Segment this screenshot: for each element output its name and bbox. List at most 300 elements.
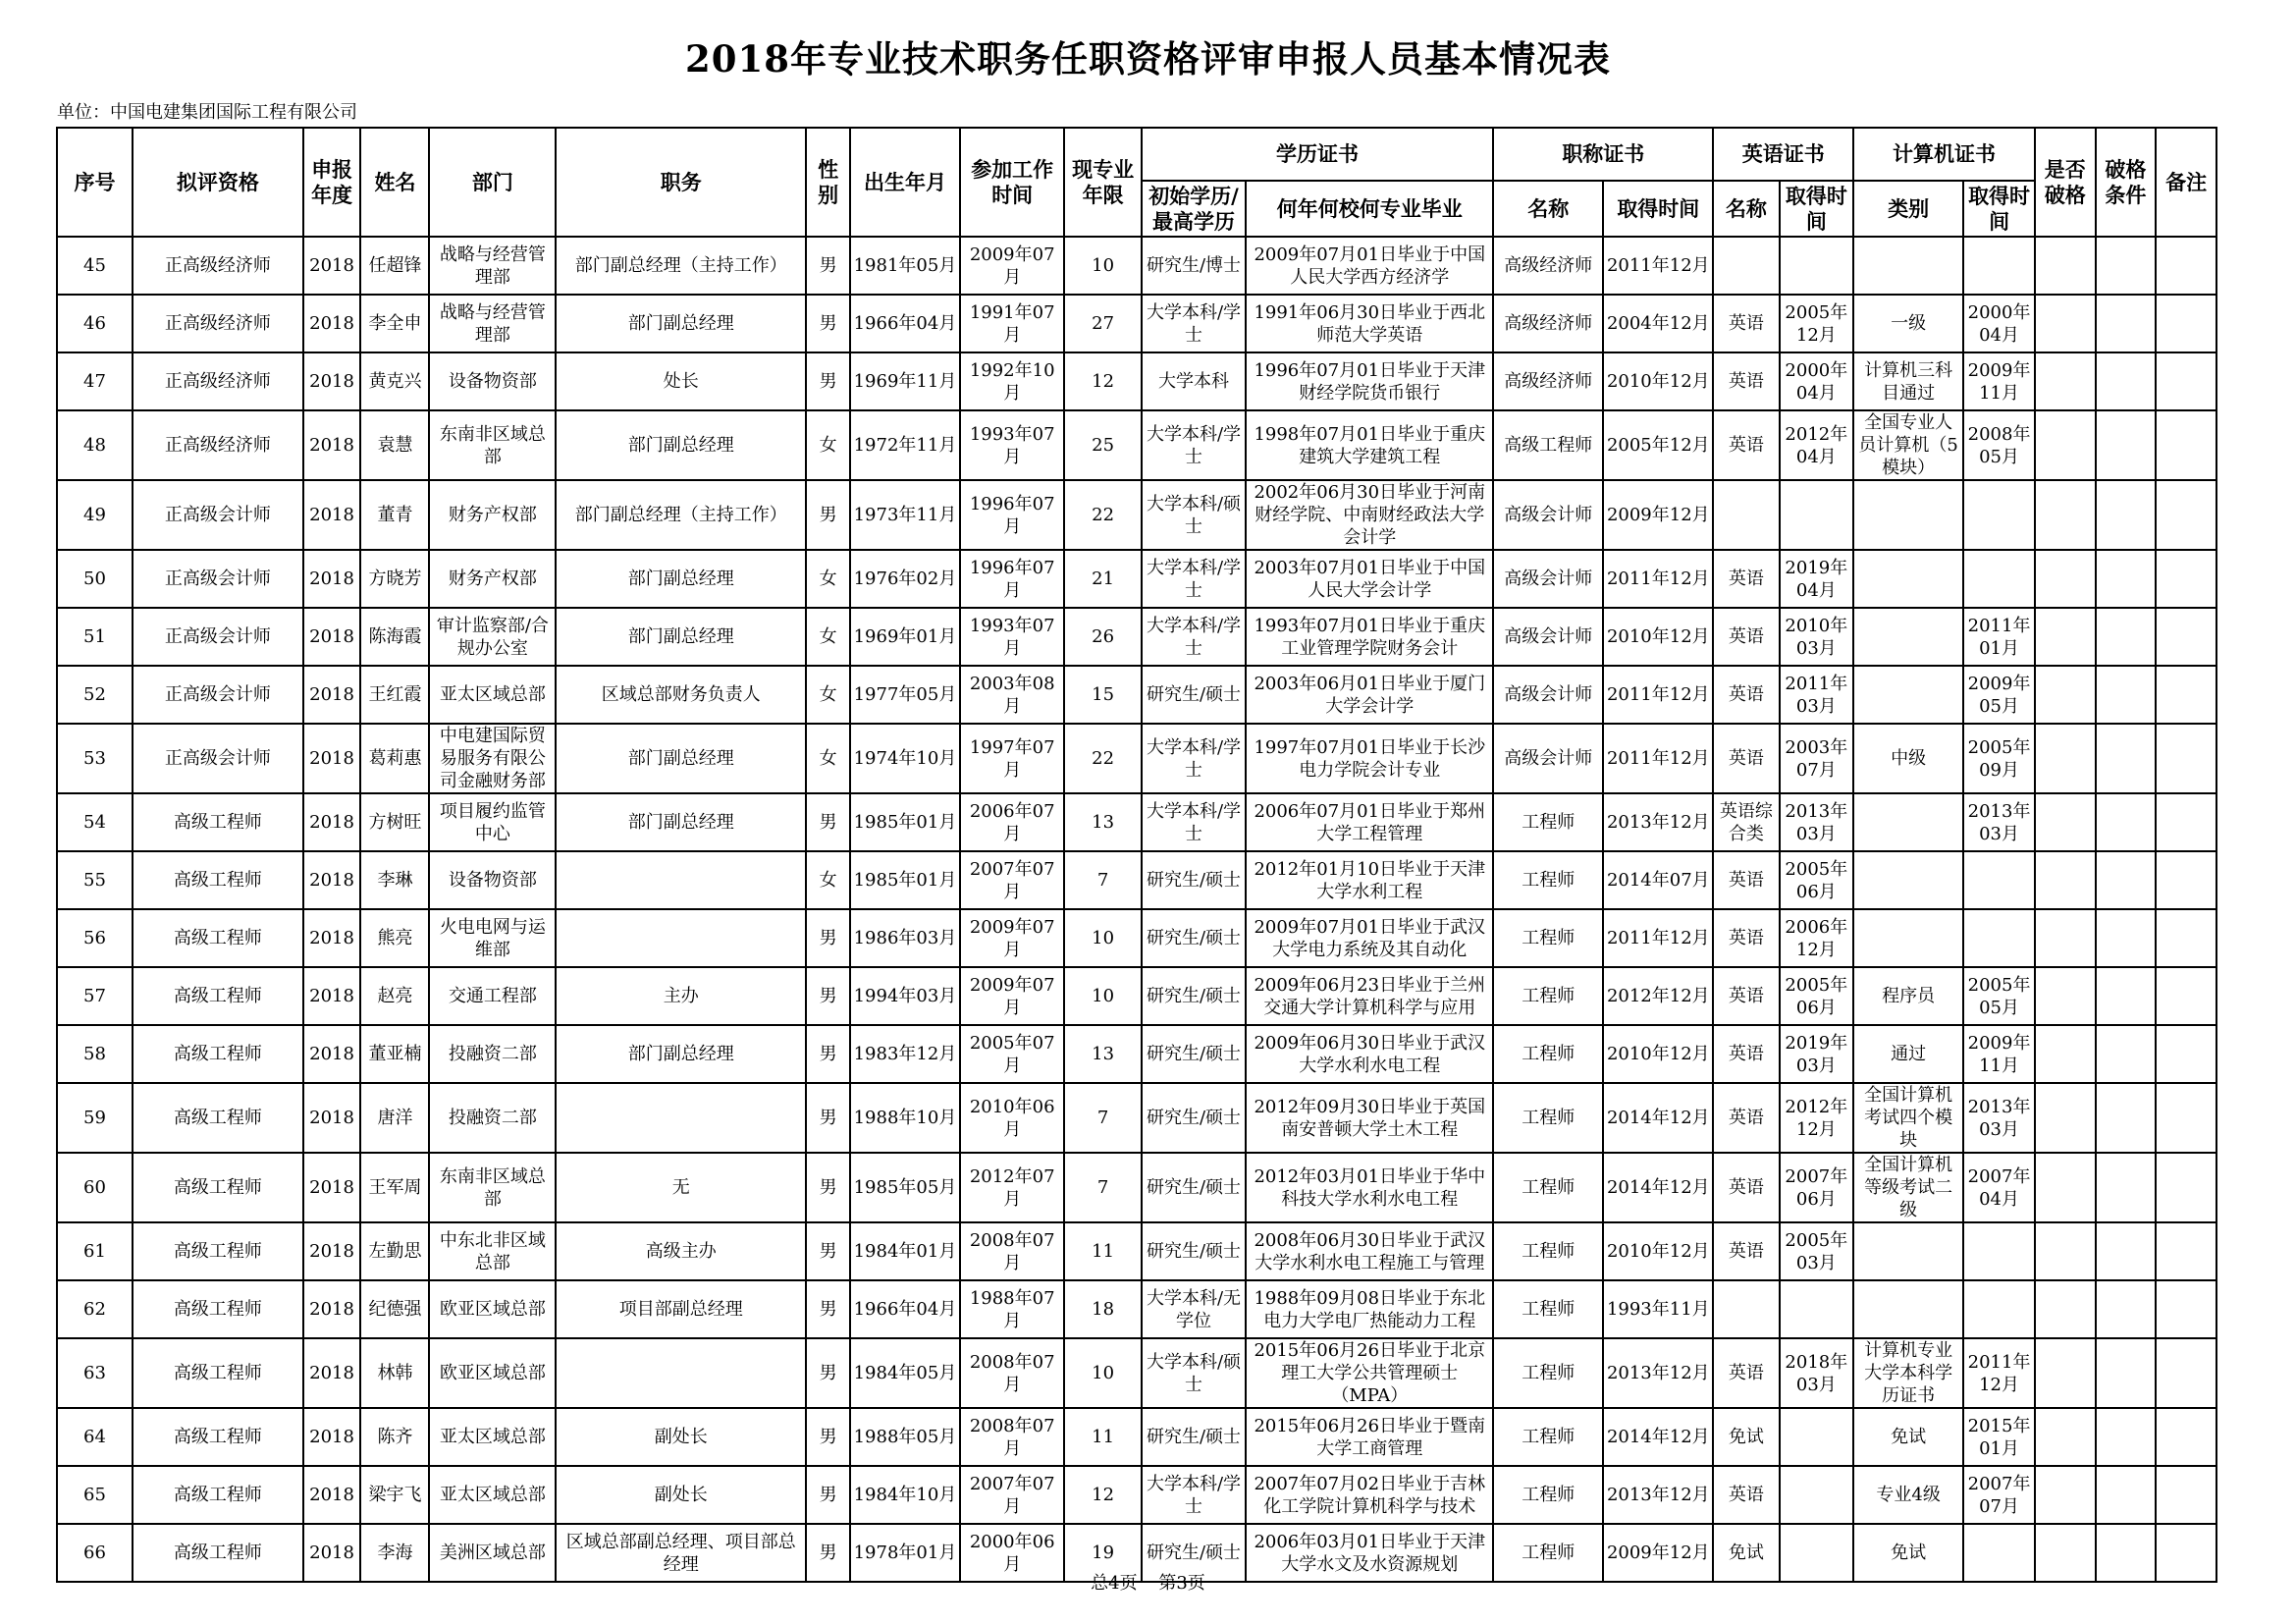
cell-remark (2156, 608, 2216, 666)
cell-exceptional (2035, 410, 2096, 480)
cell-education-level: 研究生/硕士 (1142, 1524, 1246, 1582)
cell-computer-time: 2011年01月 (1963, 608, 2035, 666)
cell-department: 战略与经营管理部 (429, 237, 556, 295)
cell-position: 部门副总经理 (556, 793, 806, 851)
header-computer-group: 计算机证书 (1853, 128, 2035, 181)
cell-qualification: 高级工程师 (133, 1083, 303, 1153)
cell-computer-time (1963, 1222, 2035, 1280)
cell-position: 部门副总经理 (556, 1025, 806, 1083)
cell-year: 2018 (303, 550, 361, 608)
cell-english-name: 英语 (1713, 1025, 1779, 1083)
cell-education-level: 大学本科/硕士 (1142, 480, 1246, 550)
cell-seq: 54 (57, 793, 133, 851)
cell-title-time: 2009年12月 (1603, 1524, 1713, 1582)
cell-work-start: 2006年07月 (960, 793, 1064, 851)
cell-birth: 1973年11月 (850, 480, 960, 550)
cell-education-level: 大学本科/学士 (1142, 410, 1246, 480)
cell-computer-type (1853, 1280, 1963, 1338)
cell-exceptional-condition (2096, 666, 2157, 724)
cell-year: 2018 (303, 237, 361, 295)
cell-education-detail: 2006年07月01日毕业于郑州大学工程管理 (1246, 793, 1493, 851)
cell-birth: 1988年10月 (850, 1083, 960, 1153)
cell-exceptional (2035, 666, 2096, 724)
cell-education-level: 研究生/硕士 (1142, 909, 1246, 967)
page-footer (0, 1569, 2296, 1595)
cell-computer-type (1853, 851, 1963, 909)
cell-qualification: 高级工程师 (133, 1524, 303, 1582)
cell-years: 21 (1064, 550, 1141, 608)
cell-education-detail: 2015年06月26日毕业于暨南大学工商管理 (1246, 1408, 1493, 1466)
cell-title-time: 2010年12月 (1603, 1222, 1713, 1280)
cell-computer-time (1963, 909, 2035, 967)
cell-remark (2156, 237, 2216, 295)
cell-computer-time (1963, 480, 2035, 550)
cell-seq: 66 (57, 1524, 133, 1582)
cell-exceptional (2035, 909, 2096, 967)
unit-label: 单位：中国电建集团国际工程有限公司 (57, 102, 357, 123)
cell-exceptional-condition (2096, 352, 2157, 410)
cell-years: 7 (1064, 851, 1141, 909)
cell-exceptional-condition (2096, 1153, 2157, 1222)
cell-seq: 49 (57, 480, 133, 550)
cell-remark (2156, 1083, 2216, 1153)
cell-computer-time: 2007年07月 (1963, 1466, 2035, 1524)
cell-work-start: 1997年07月 (960, 724, 1064, 793)
cell-education-level: 大学本科/学士 (1142, 793, 1246, 851)
cell-work-start: 1996年07月 (960, 550, 1064, 608)
cell-birth: 1985年01月 (850, 851, 960, 909)
header-exceptional-condition: 破格条件 (2096, 128, 2157, 237)
cell-education-detail: 2012年03月01日毕业于华中科技大学水利水电工程 (1246, 1153, 1493, 1222)
cell-title-name: 工程师 (1493, 851, 1603, 909)
cell-title-name: 工程师 (1493, 967, 1603, 1025)
cell-birth: 1972年11月 (850, 410, 960, 480)
cell-name: 方树旺 (360, 793, 429, 851)
cell-seq: 62 (57, 1280, 133, 1338)
cell-work-start: 2007年07月 (960, 851, 1064, 909)
cell-education-level: 研究生/硕士 (1142, 1408, 1246, 1466)
cell-name: 董亚楠 (360, 1025, 429, 1083)
cell-name: 林韩 (360, 1338, 429, 1408)
cell-seq: 52 (57, 666, 133, 724)
cell-work-start: 2007年07月 (960, 1466, 1064, 1524)
cell-remark (2156, 1153, 2216, 1222)
cell-year: 2018 (303, 793, 361, 851)
cell-exceptional-condition (2096, 1408, 2157, 1466)
cell-title-name: 高级会计师 (1493, 608, 1603, 666)
cell-work-start: 2008年07月 (960, 1408, 1064, 1466)
cell-position: 部门副总经理 (556, 724, 806, 793)
cell-computer-type: 计算机专业大学本科学历证书 (1853, 1338, 1963, 1408)
cell-work-start: 2009年07月 (960, 237, 1064, 295)
cell-seq: 59 (57, 1083, 133, 1153)
cell-department: 战略与经营管理部 (429, 295, 556, 352)
cell-position: 副处长 (556, 1466, 806, 1524)
cell-title-time: 2011年12月 (1603, 909, 1713, 967)
cell-english-time: 2013年03月 (1780, 793, 1854, 851)
cell-title-name: 工程师 (1493, 1153, 1603, 1222)
cell-qualification: 正高级经济师 (133, 295, 303, 352)
cell-years: 19 (1064, 1524, 1141, 1582)
cell-education-detail: 2012年01月10日毕业于天津大学水利工程 (1246, 851, 1493, 909)
table-row (57, 1408, 2216, 1466)
cell-english-name: 英语 (1713, 1153, 1779, 1222)
cell-work-start: 2000年06月 (960, 1524, 1064, 1582)
cell-title-name: 工程师 (1493, 1280, 1603, 1338)
cell-seq: 58 (57, 1025, 133, 1083)
cell-exceptional (2035, 793, 2096, 851)
cell-name: 陈齐 (360, 1408, 429, 1466)
cell-year: 2018 (303, 1338, 361, 1408)
cell-department: 东南非区域总部 (429, 1153, 556, 1222)
cell-year: 2018 (303, 1524, 361, 1582)
cell-name: 李海 (360, 1524, 429, 1582)
cell-remark (2156, 1280, 2216, 1338)
cell-english-time: 2006年12月 (1780, 909, 1854, 967)
cell-gender: 男 (806, 480, 850, 550)
cell-remark (2156, 1466, 2216, 1524)
cell-english-name: 英语 (1713, 608, 1779, 666)
cell-exceptional (2035, 724, 2096, 793)
header-english-time: 取得时间 (1780, 181, 1854, 237)
cell-english-name: 英语 (1713, 352, 1779, 410)
table-row (57, 237, 2216, 295)
cell-education-level: 大学本科/无学位 (1142, 1280, 1246, 1338)
cell-english-time (1780, 1280, 1854, 1338)
cell-seq: 53 (57, 724, 133, 793)
cell-exceptional (2035, 352, 2096, 410)
cell-english-time: 2007年06月 (1780, 1153, 1854, 1222)
cell-remark (2156, 1222, 2216, 1280)
cell-seq: 55 (57, 851, 133, 909)
cell-education-detail: 2002年06月30日毕业于河南财经学院、中南财经政法大学会计学 (1246, 480, 1493, 550)
cell-seq: 56 (57, 909, 133, 967)
cell-english-time (1780, 237, 1854, 295)
cell-education-level: 大学本科 (1142, 352, 1246, 410)
cell-english-name (1713, 480, 1779, 550)
cell-title-time: 2014年12月 (1603, 1083, 1713, 1153)
cell-birth: 1969年01月 (850, 608, 960, 666)
cell-remark (2156, 909, 2216, 967)
cell-department: 投融资二部 (429, 1083, 556, 1153)
cell-title-time: 2014年12月 (1603, 1408, 1713, 1466)
cell-position: 高级主办 (556, 1222, 806, 1280)
table-row (57, 295, 2216, 352)
cell-computer-type (1853, 480, 1963, 550)
cell-computer-type: 一级 (1853, 295, 1963, 352)
cell-qualification: 正高级会计师 (133, 550, 303, 608)
cell-title-time: 2013年12月 (1603, 1338, 1713, 1408)
cell-computer-type: 全国计算机考试四个模块 (1853, 1083, 1963, 1153)
applicant-table (56, 127, 2217, 1583)
cell-years: 7 (1064, 1083, 1141, 1153)
cell-year: 2018 (303, 851, 361, 909)
cell-gender: 女 (806, 608, 850, 666)
cell-department: 项目履约监管中心 (429, 793, 556, 851)
cell-title-time: 2005年12月 (1603, 410, 1713, 480)
header-title-time: 取得时间 (1603, 181, 1713, 237)
cell-title-time: 2009年12月 (1603, 480, 1713, 550)
cell-english-time: 2019年04月 (1780, 550, 1854, 608)
cell-work-start: 2012年07月 (960, 1153, 1064, 1222)
cell-years: 12 (1064, 352, 1141, 410)
cell-work-start: 2008年07月 (960, 1338, 1064, 1408)
header-name: 姓名 (360, 128, 429, 237)
cell-computer-time: 2013年03月 (1963, 793, 2035, 851)
cell-years: 18 (1064, 1280, 1141, 1338)
cell-english-name: 英语 (1713, 1338, 1779, 1408)
cell-education-detail: 2012年09月30日毕业于英国南安普顿大学土木工程 (1246, 1083, 1493, 1153)
total-pages: 总4页 (1091, 1573, 1138, 1594)
cell-title-name: 高级经济师 (1493, 352, 1603, 410)
cell-english-time: 2010年03月 (1780, 608, 1854, 666)
cell-name: 袁慧 (360, 410, 429, 480)
table-row (57, 1280, 2216, 1338)
cell-department: 美洲区域总部 (429, 1524, 556, 1582)
cell-computer-type (1853, 666, 1963, 724)
cell-title-time: 1993年11月 (1603, 1280, 1713, 1338)
table-row (57, 1222, 2216, 1280)
header-seq: 序号 (57, 128, 133, 237)
page-title: 2018年专业技术职务任职资格评审申报人员基本情况表 (685, 37, 1611, 81)
header-years: 现专业年限 (1064, 128, 1141, 237)
table-row (57, 909, 2216, 967)
header-education-level: 初始学历/最高学历 (1142, 181, 1246, 237)
cell-department: 审计监察部/合规办公室 (429, 608, 556, 666)
cell-name: 赵亮 (360, 967, 429, 1025)
cell-exceptional-condition (2096, 295, 2157, 352)
cell-years: 26 (1064, 608, 1141, 666)
cell-position: 部门副总经理 (556, 295, 806, 352)
cell-birth: 1988年05月 (850, 1408, 960, 1466)
cell-education-detail: 2009年06月30日毕业于武汉大学水利水电工程 (1246, 1025, 1493, 1083)
cell-department: 亚太区域总部 (429, 1408, 556, 1466)
cell-computer-time: 2011年12月 (1963, 1338, 2035, 1408)
cell-title-time: 2014年12月 (1603, 1153, 1713, 1222)
cell-title-name: 工程师 (1493, 1083, 1603, 1153)
cell-english-name: 英语 (1713, 967, 1779, 1025)
cell-name: 熊亮 (360, 909, 429, 967)
cell-years: 12 (1064, 1466, 1141, 1524)
cell-year: 2018 (303, 352, 361, 410)
cell-exceptional (2035, 1025, 2096, 1083)
cell-education-level: 大学本科/学士 (1142, 608, 1246, 666)
cell-computer-time: 2009年11月 (1963, 352, 2035, 410)
current-page: 第3页 (1158, 1573, 1205, 1594)
header-remark: 备注 (2156, 128, 2216, 237)
cell-remark (2156, 793, 2216, 851)
cell-seq: 45 (57, 237, 133, 295)
cell-english-name: 英语 (1713, 410, 1779, 480)
header-computer-time: 取得时间 (1963, 181, 2035, 237)
cell-work-start: 2005年07月 (960, 1025, 1064, 1083)
cell-computer-type (1853, 793, 1963, 851)
cell-education-detail: 2007年07月02日毕业于吉林化工学院计算机科学与技术 (1246, 1466, 1493, 1524)
cell-name: 唐洋 (360, 1083, 429, 1153)
cell-year: 2018 (303, 1466, 361, 1524)
cell-remark (2156, 1408, 2216, 1466)
cell-title-time: 2011年12月 (1603, 237, 1713, 295)
cell-year: 2018 (303, 666, 361, 724)
cell-education-detail: 2008年06月30日毕业于武汉大学水利水电工程施工与管理 (1246, 1222, 1493, 1280)
cell-exceptional (2035, 967, 2096, 1025)
cell-year: 2018 (303, 909, 361, 967)
cell-english-time (1780, 480, 1854, 550)
cell-years: 13 (1064, 1025, 1141, 1083)
cell-name: 王红霞 (360, 666, 429, 724)
cell-english-time: 2003年07月 (1780, 724, 1854, 793)
cell-department: 交通工程部 (429, 967, 556, 1025)
header-education-detail: 何年何校何专业毕业 (1246, 181, 1493, 237)
table-row (57, 608, 2216, 666)
cell-education-level: 大学本科/学士 (1142, 295, 1246, 352)
cell-years: 15 (1064, 666, 1141, 724)
cell-computer-time: 2005年05月 (1963, 967, 2035, 1025)
cell-position: 区域总部财务负责人 (556, 666, 806, 724)
cell-exceptional (2035, 295, 2096, 352)
cell-computer-type: 全国计算机等级考试二级 (1853, 1153, 1963, 1222)
cell-year: 2018 (303, 1153, 361, 1222)
cell-work-start: 1988年07月 (960, 1280, 1064, 1338)
cell-gender: 男 (806, 1280, 850, 1338)
cell-year: 2018 (303, 1222, 361, 1280)
cell-name: 陈海霞 (360, 608, 429, 666)
cell-work-start: 1991年07月 (960, 295, 1064, 352)
cell-birth: 1966年04月 (850, 295, 960, 352)
cell-gender: 男 (806, 967, 850, 1025)
cell-remark (2156, 666, 2216, 724)
cell-position (556, 851, 806, 909)
cell-education-detail: 1988年09月08日毕业于东北电力大学电厂热能动力工程 (1246, 1280, 1493, 1338)
cell-name: 王军周 (360, 1153, 429, 1222)
table-row (57, 851, 2216, 909)
cell-english-name (1713, 237, 1779, 295)
cell-title-name: 工程师 (1493, 1222, 1603, 1280)
cell-exceptional-condition (2096, 1025, 2157, 1083)
cell-years: 22 (1064, 480, 1141, 550)
cell-qualification: 正高级经济师 (133, 410, 303, 480)
cell-gender: 男 (806, 1408, 850, 1466)
cell-qualification: 正高级经济师 (133, 237, 303, 295)
cell-department: 东南非区域总部 (429, 410, 556, 480)
cell-qualification: 高级工程师 (133, 1280, 303, 1338)
cell-title-name: 工程师 (1493, 1524, 1603, 1582)
cell-exceptional-condition (2096, 1280, 2157, 1338)
cell-seq: 57 (57, 967, 133, 1025)
header-qualification: 拟评资格 (133, 128, 303, 237)
cell-education-level: 研究生/硕士 (1142, 851, 1246, 909)
cell-exceptional-condition (2096, 1222, 2157, 1280)
cell-education-detail: 2015年06月26日毕业于北京理工大学公共管理硕士（MPA） (1246, 1338, 1493, 1408)
cell-remark (2156, 724, 2216, 793)
cell-name: 任超锋 (360, 237, 429, 295)
cell-qualification: 正高级会计师 (133, 608, 303, 666)
cell-computer-time (1963, 851, 2035, 909)
table-body (57, 237, 2216, 1582)
cell-computer-time: 2009年11月 (1963, 1025, 2035, 1083)
cell-english-time: 2012年12月 (1780, 1083, 1854, 1153)
header-english-name: 名称 (1713, 181, 1779, 237)
cell-years: 27 (1064, 295, 1141, 352)
cell-qualification: 高级工程师 (133, 1466, 303, 1524)
cell-exceptional (2035, 608, 2096, 666)
cell-birth: 1981年05月 (850, 237, 960, 295)
cell-birth: 1976年02月 (850, 550, 960, 608)
cell-english-time: 2019年03月 (1780, 1025, 1854, 1083)
cell-gender: 男 (806, 1466, 850, 1524)
table-row (57, 1025, 2216, 1083)
cell-qualification: 正高级经济师 (133, 352, 303, 410)
cell-birth: 1984年05月 (850, 1338, 960, 1408)
cell-birth: 1994年03月 (850, 967, 960, 1025)
cell-birth: 1985年01月 (850, 793, 960, 851)
cell-exceptional (2035, 1280, 2096, 1338)
cell-years: 11 (1064, 1222, 1141, 1280)
cell-english-time: 2011年03月 (1780, 666, 1854, 724)
cell-work-start: 1992年10月 (960, 352, 1064, 410)
cell-exceptional-condition (2096, 1083, 2157, 1153)
cell-exceptional-condition (2096, 1466, 2157, 1524)
cell-remark (2156, 352, 2216, 410)
cell-computer-type: 中级 (1853, 724, 1963, 793)
cell-work-start: 2010年06月 (960, 1083, 1064, 1153)
cell-title-name: 高级会计师 (1493, 480, 1603, 550)
cell-computer-type: 计算机三科目通过 (1853, 352, 1963, 410)
cell-computer-time: 2013年03月 (1963, 1083, 2035, 1153)
cell-english-time: 2005年12月 (1780, 295, 1854, 352)
cell-birth: 1974年10月 (850, 724, 960, 793)
cell-english-time: 2005年03月 (1780, 1222, 1854, 1280)
cell-exceptional-condition (2096, 608, 2157, 666)
cell-english-name (1713, 1280, 1779, 1338)
cell-english-time: 2012年04月 (1780, 410, 1854, 480)
table-row (57, 1083, 2216, 1153)
cell-remark (2156, 851, 2216, 909)
cell-position: 处长 (556, 352, 806, 410)
cell-education-level: 研究生/硕士 (1142, 1025, 1246, 1083)
cell-title-name: 工程师 (1493, 1408, 1603, 1466)
cell-computer-type: 全国专业人员计算机（5模块） (1853, 410, 1963, 480)
cell-remark (2156, 1338, 2216, 1408)
cell-position: 部门副总经理（主持工作） (556, 480, 806, 550)
cell-qualification: 高级工程师 (133, 1338, 303, 1408)
header-english-group: 英语证书 (1713, 128, 1853, 181)
cell-title-time: 2011年12月 (1603, 666, 1713, 724)
cell-exceptional-condition (2096, 410, 2157, 480)
cell-education-level: 研究生/硕士 (1142, 967, 1246, 1025)
cell-name: 李全申 (360, 295, 429, 352)
cell-position (556, 1338, 806, 1408)
cell-title-name: 高级会计师 (1493, 724, 1603, 793)
cell-name: 葛莉惠 (360, 724, 429, 793)
cell-department: 财务产权部 (429, 550, 556, 608)
cell-year: 2018 (303, 410, 361, 480)
cell-education-level: 研究生/硕士 (1142, 1222, 1246, 1280)
cell-gender: 男 (806, 352, 850, 410)
cell-remark (2156, 295, 2216, 352)
cell-computer-time: 2000年04月 (1963, 295, 2035, 352)
header-exceptional: 是否破格 (2035, 128, 2096, 237)
cell-education-level: 大学本科/硕士 (1142, 1338, 1246, 1408)
cell-education-detail: 2003年06月01日毕业于厦门大学会计学 (1246, 666, 1493, 724)
cell-computer-type: 程序员 (1853, 967, 1963, 1025)
cell-gender: 男 (806, 1338, 850, 1408)
cell-remark (2156, 967, 2216, 1025)
cell-birth: 1966年04月 (850, 1280, 960, 1338)
cell-title-name: 工程师 (1493, 909, 1603, 967)
cell-position: 主办 (556, 967, 806, 1025)
cell-department: 火电电网与运维部 (429, 909, 556, 967)
